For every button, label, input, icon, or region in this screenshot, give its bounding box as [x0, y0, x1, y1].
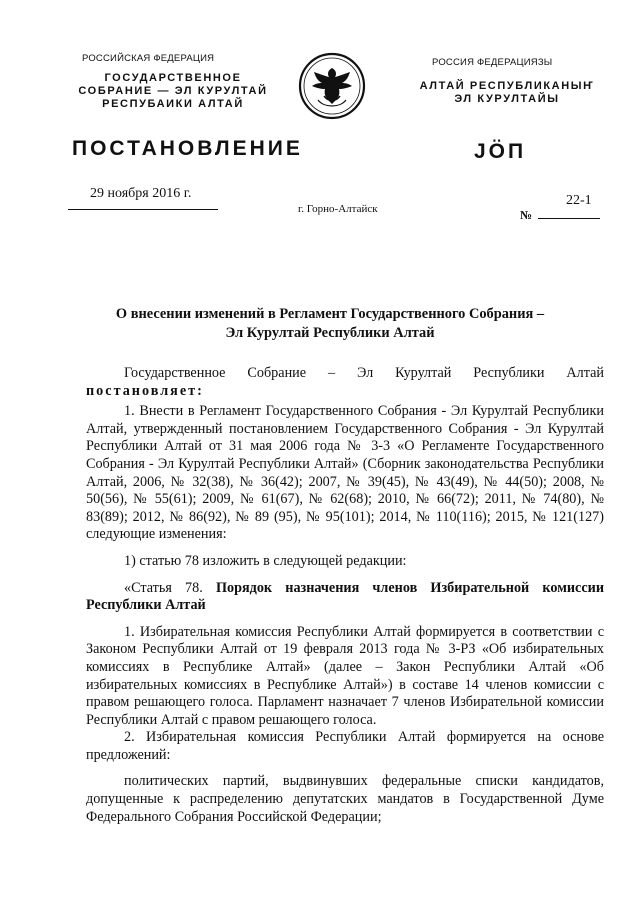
number-sign: №: [520, 208, 533, 222]
intro-paragraph: Государственное Собрание – Эл Курултай Республики Алтай: [124, 365, 604, 381]
number-underline: [538, 218, 600, 219]
article-title: Порядок назначения членов Избирательной комиссии Республики Алтай: [86, 579, 604, 614]
document-title-line-1: О внесении изменений в Регламент Государственного Собрания –: [115, 306, 545, 322]
coat-of-arms-emblem: [298, 52, 366, 120]
right-country-label: РОССИЯ ФЕДЕРАЦИЯЗЫ: [432, 57, 553, 68]
left-org-line-1: ГОСУДАРСТВЕННОЕ: [104, 72, 242, 84]
left-country-label: РОССИЙСКАЯ ФЕДЕРАЦИЯ: [82, 53, 215, 64]
paragraph-5: политических партий, выдвинувших федеральные списки кандидатов, допущенные к распределению депутатских мандатов в Государственной Думе Федерального Собрания Российской Федерации;: [86, 773, 604, 825]
intro-verb: постановляет:: [86, 382, 204, 399]
right-org-name: [402, 80, 612, 106]
paragraph-1: 1. Внести в Регламент Государственного Собрания - Эл Курултай Республики Алтай, утвержденный постановлением Государственного Собрания - Эл Курултай Республики Алтай от 31 мая 2006 года № 3-3 «О Регламенте Государственного Собрания - Эл Курултай Республики Алтай» (Сборник законодательства Республики Алтай, 2006, № 32(38), № 36(42); 2007, № 39(45), № 43(49), № 44(50); 2008, № 50(56), № 55(61); 2009, № 61(67), № 62(68); 2010, № 66(72); 2011, № 74(80), № 83(89); 2012, № 86(92), № 89 (95), № 95(101); 2014, № 110(116); 2015, № 121(127) следующие изменения:: [86, 403, 604, 543]
date-underline: [68, 209, 218, 210]
document-type-alt: JӦП: [474, 140, 527, 163]
article-heading: [86, 580, 604, 615]
document-date: 29 ноября 2016 г.: [90, 186, 192, 201]
left-org-line-2: СОБРАНИЕ — ЭЛ КУРУЛТАЙ: [78, 85, 268, 97]
document-body: [86, 365, 604, 826]
document-title-line-2: Эл Курултай Республики Алтай: [225, 325, 435, 341]
paragraph-2: 1) статью 78 изложить в следующей редакции:: [124, 552, 407, 569]
document-number: 22-1: [566, 193, 592, 208]
paragraph-3: 1. Избирательная комиссия Республики Алтай формируется в соответствии с Законом Республики Алтай от 19 февраля 2013 года № 3-РЗ «Об избирательных комиссиях в Республике Алтай» (далее – Закон Республики Алтай «Об избирательных комиссиях в Республике Алтай») в составе 14 членов комиссии с правом решающего голоса. Парламент назначает 7 членов Избирательной комиссии Республики Алтай с правом решающего голоса.: [86, 623, 604, 728]
article-prefix: «Статья 78.: [124, 579, 203, 596]
right-org-line-1: АЛТАЙ РЕСПУБЛИКАНЫҤ: [419, 80, 595, 92]
left-org-line-3: РЕСПУБАИКИ АЛТАЙ: [102, 98, 244, 110]
left-org-name: [70, 72, 276, 111]
paragraph-4: 2. Избирательная комиссия Республики Алтай формируется на основе предложений:: [86, 729, 604, 763]
document-city: г. Горно-Алтайск: [298, 203, 378, 215]
document-type-ru: ПОСТАНОВЛЕНИЕ: [72, 137, 303, 160]
right-org-line-2: ЭЛ КУРУЛТАЙЫ: [454, 93, 560, 105]
document-title: [60, 305, 600, 343]
